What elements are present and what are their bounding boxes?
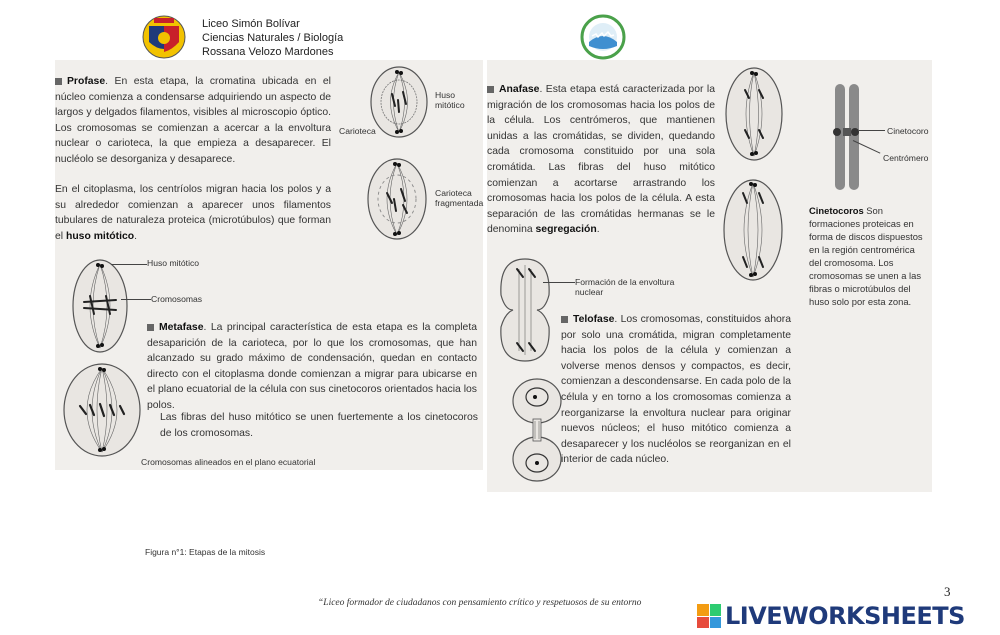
profase-text: . En esta etapa, la cromatina ubicada en el núcleo comienza a condensarse adquiriendo un aspecto de largos y delgados filamentos, visibles al microscopio óptico. Los cromosomas se comienzan a acercar a la envoltura nuclear o carioteca, la que empieza a desaparecer. El nucléolo se desorganiza y desaparece. — [55, 76, 331, 165]
anafase-cell-illustration — [723, 64, 785, 164]
metafase-paragraph-2: Las fibras del huso mitótico se unen fuertemente a los cinetocoros de los cromosomas. — [160, 412, 478, 439]
cromosomas-pointer-line — [121, 299, 151, 300]
telofase-text: . Los cromosomas, constituidos ahora por solo una cromátida, migran completamente hacia los polos de la célula y comienzan a volverse menos densos y compactos, es decir, comienzan a descondensarse. En cada polo de la célula y en torno a los cromosomas comienza a reorganizarse la envoltura nuclear para originar nuevos núcleos; el huso mitótico comienza a desaparecer y los nucléolos se reorganizan en el interior de cada núcleo. — [561, 314, 791, 466]
environment-seal — [580, 14, 626, 60]
bullet-icon — [487, 86, 494, 93]
label-formacion-envoltura: Formación de la envoltura nuclear — [575, 277, 675, 297]
metafase-paragraph — [147, 320, 477, 414]
anafase-title: Anafase — [499, 84, 540, 95]
profase-paragraph — [55, 74, 331, 168]
bullet-icon — [147, 324, 154, 331]
label-cinetocoro: Cinetocoro — [887, 126, 929, 136]
subject-name: Ciencias Naturales / Biología — [202, 32, 344, 44]
profase-cell-illustration — [368, 64, 430, 140]
teacher-name: Rossana Velozo Mardones — [202, 46, 334, 58]
school-name: Liceo Simón Bolívar — [202, 18, 300, 30]
label-centromero: Centrómero — [883, 153, 929, 163]
lws-wordmark: LIVEWORKSHEETS — [725, 602, 965, 630]
liveworksheets-logo[interactable] — [697, 601, 965, 631]
cinetocoros-title: Cinetocoros — [809, 205, 864, 216]
huso-mitotico-bold: huso mitótico — [65, 230, 135, 242]
metafase-title: Metafase — [159, 322, 204, 333]
profase-text2: En el citoplasma, los centríolos migran hacia los polos y a su alrededor comienzan a aparecer unos filamentos tubulares de naturaleza proteica (microtúbulos) que forman el — [55, 184, 331, 242]
page-number: 3 — [944, 584, 951, 599]
huso-pointer-line — [111, 264, 147, 265]
school-logo — [140, 12, 188, 60]
chromosome-diagram — [825, 82, 875, 192]
telofase-late-illustration — [509, 375, 565, 485]
figure-caption: Figura n°1: Etapas de la mitosis — [145, 547, 266, 557]
profase-period: . — [134, 230, 137, 242]
carioteca-fragmentada-illustration — [365, 155, 429, 243]
label-cromosomas: Cromosomas — [151, 294, 203, 304]
profase-paragraph-2 — [55, 182, 331, 244]
label-huso-mitotico-top: Huso mitótico — [435, 90, 465, 110]
left-scan-panel — [55, 60, 483, 470]
envoltura-pointer-line — [543, 282, 575, 283]
lws-grid-icon — [697, 604, 721, 628]
label-carioteca-fragmentada: Carioteca fragmentada — [435, 188, 484, 208]
cinetocoro-pointer-line — [859, 130, 885, 131]
anafase-late-illustration — [721, 175, 785, 285]
label-huso-mitotico-mid: Huso mitótico — [147, 258, 200, 268]
metafase-equatorial-illustration — [60, 360, 145, 460]
anafase-text: . Esta etapa está caracterizada por la migración de los cromosomas hacia los polos de la célula. Los centrómeros, que mantienen unidas a las cromátidas, se dividen, quedando cada cromosoma constituido por una sola cromátida. Las fibras del huso mitótico comienzan a acortarse arrastrando los cromosomas hacia los polos de la célula. A esta separación de las cromátidas hermanas se le denomina — [487, 84, 715, 236]
label-carioteca: Carioteca — [339, 126, 376, 136]
metafase-cell-illustration — [70, 256, 130, 356]
telofase-title: Telofase — [573, 314, 615, 325]
telofase-early-illustration — [495, 255, 555, 365]
profase-title: Profase — [67, 76, 106, 87]
bullet-icon — [55, 78, 62, 85]
telofase-paragraph — [561, 312, 791, 468]
cinetocoros-text: Son formaciones proteicas en forma de discos dispuestos en la región centromérica del cromosoma. Los cromosomas se unen a las fibras o microtúbulos del huso solo por esta zona. — [809, 205, 923, 307]
cinetocoros-paragraph — [809, 204, 927, 308]
label-cromosomas-alineados: Cromosomas alineados en el plano ecuatorial — [141, 457, 316, 467]
footer-quote: “Liceo formador de ciudadanos con pensamiento crítico y respetuosos de su entorno — [318, 598, 642, 608]
bullet-icon — [561, 316, 568, 323]
metafase-text: . La principal característica de esta etapa es la completa desaparición de la carioteca, por lo que los cromosomas, que han alcanzado su grado máximo de condensación, quedan en contacto directo con el citoplasma donde comienzan a migrar para ubicarse en el plano ecuatorial de la célula con sus cinetocoros orientados hacia los polos. — [147, 322, 477, 411]
segregacion-bold: segregación — [535, 224, 597, 236]
right-scan-panel — [487, 60, 932, 492]
anafase-paragraph — [487, 82, 715, 238]
anafase-period: . — [596, 224, 600, 236]
